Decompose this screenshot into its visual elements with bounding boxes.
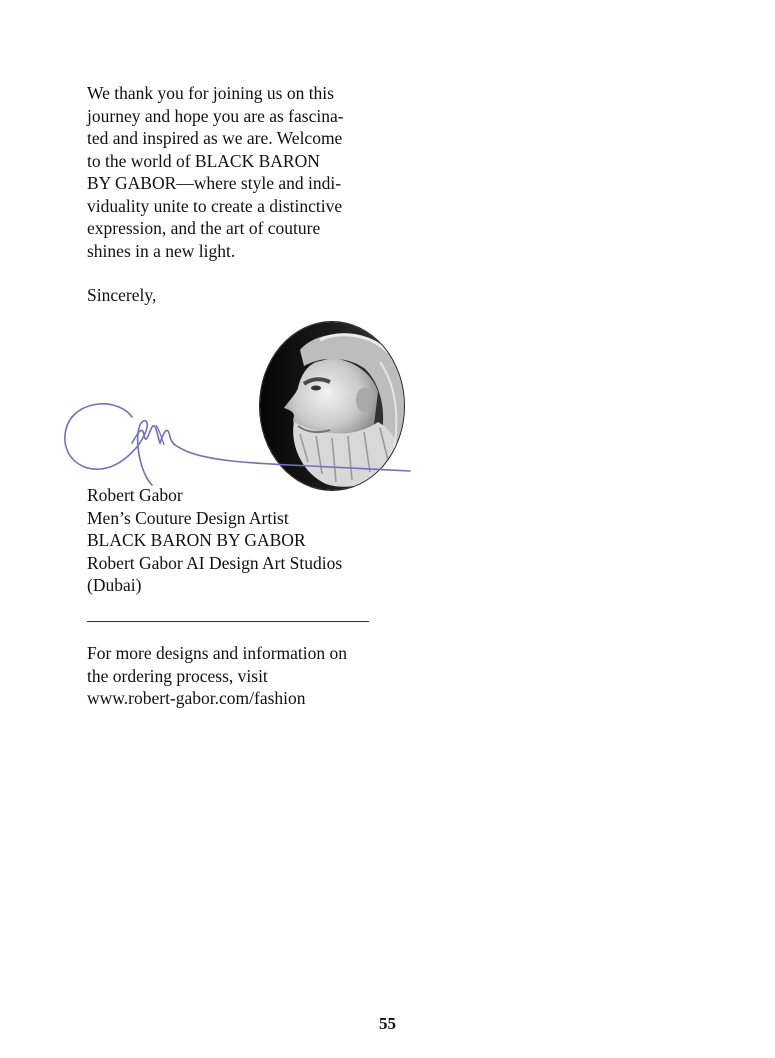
page-number: 55 <box>379 1014 396 1033</box>
signatory-role: Men’s Couture Design Artist <box>87 507 289 528</box>
section-divider <box>87 621 369 622</box>
signatory-brand: BLACK BARON BY GABOR <box>87 530 306 550</box>
handwritten-signature-icon <box>60 395 420 490</box>
website-link[interactable]: www.robert-gabor.com/fashion <box>87 688 306 708</box>
footer-line: For more designs and information on <box>87 643 348 663</box>
body-line: We thank you for joining us on this <box>87 83 334 103</box>
body-line: shines in a new light. <box>87 240 236 261</box>
signatory-block <box>87 484 377 597</box>
footer-line: the ordering process, visit <box>87 665 268 686</box>
footer-note <box>87 642 377 710</box>
body-line: expression, and the art of couture <box>87 218 321 238</box>
body-line: BY GABOR—where style and indi- <box>87 173 342 193</box>
body-line: to the world of BLACK BARON <box>87 150 320 171</box>
signatory-name: Robert Gabor <box>87 485 183 505</box>
closing-salutation: Sincerely, <box>87 285 157 305</box>
signatory-location: (Dubai) <box>87 575 142 595</box>
body-line: viduality unite to create a distinctive <box>87 195 343 216</box>
body-line: journey and hope you are as fascina- <box>87 105 344 126</box>
body-paragraph <box>87 82 377 262</box>
signatory-studio: Robert Gabor AI Design Art Studios <box>87 552 343 573</box>
body-line: ted and inspired as we are. Welcome <box>87 128 343 148</box>
